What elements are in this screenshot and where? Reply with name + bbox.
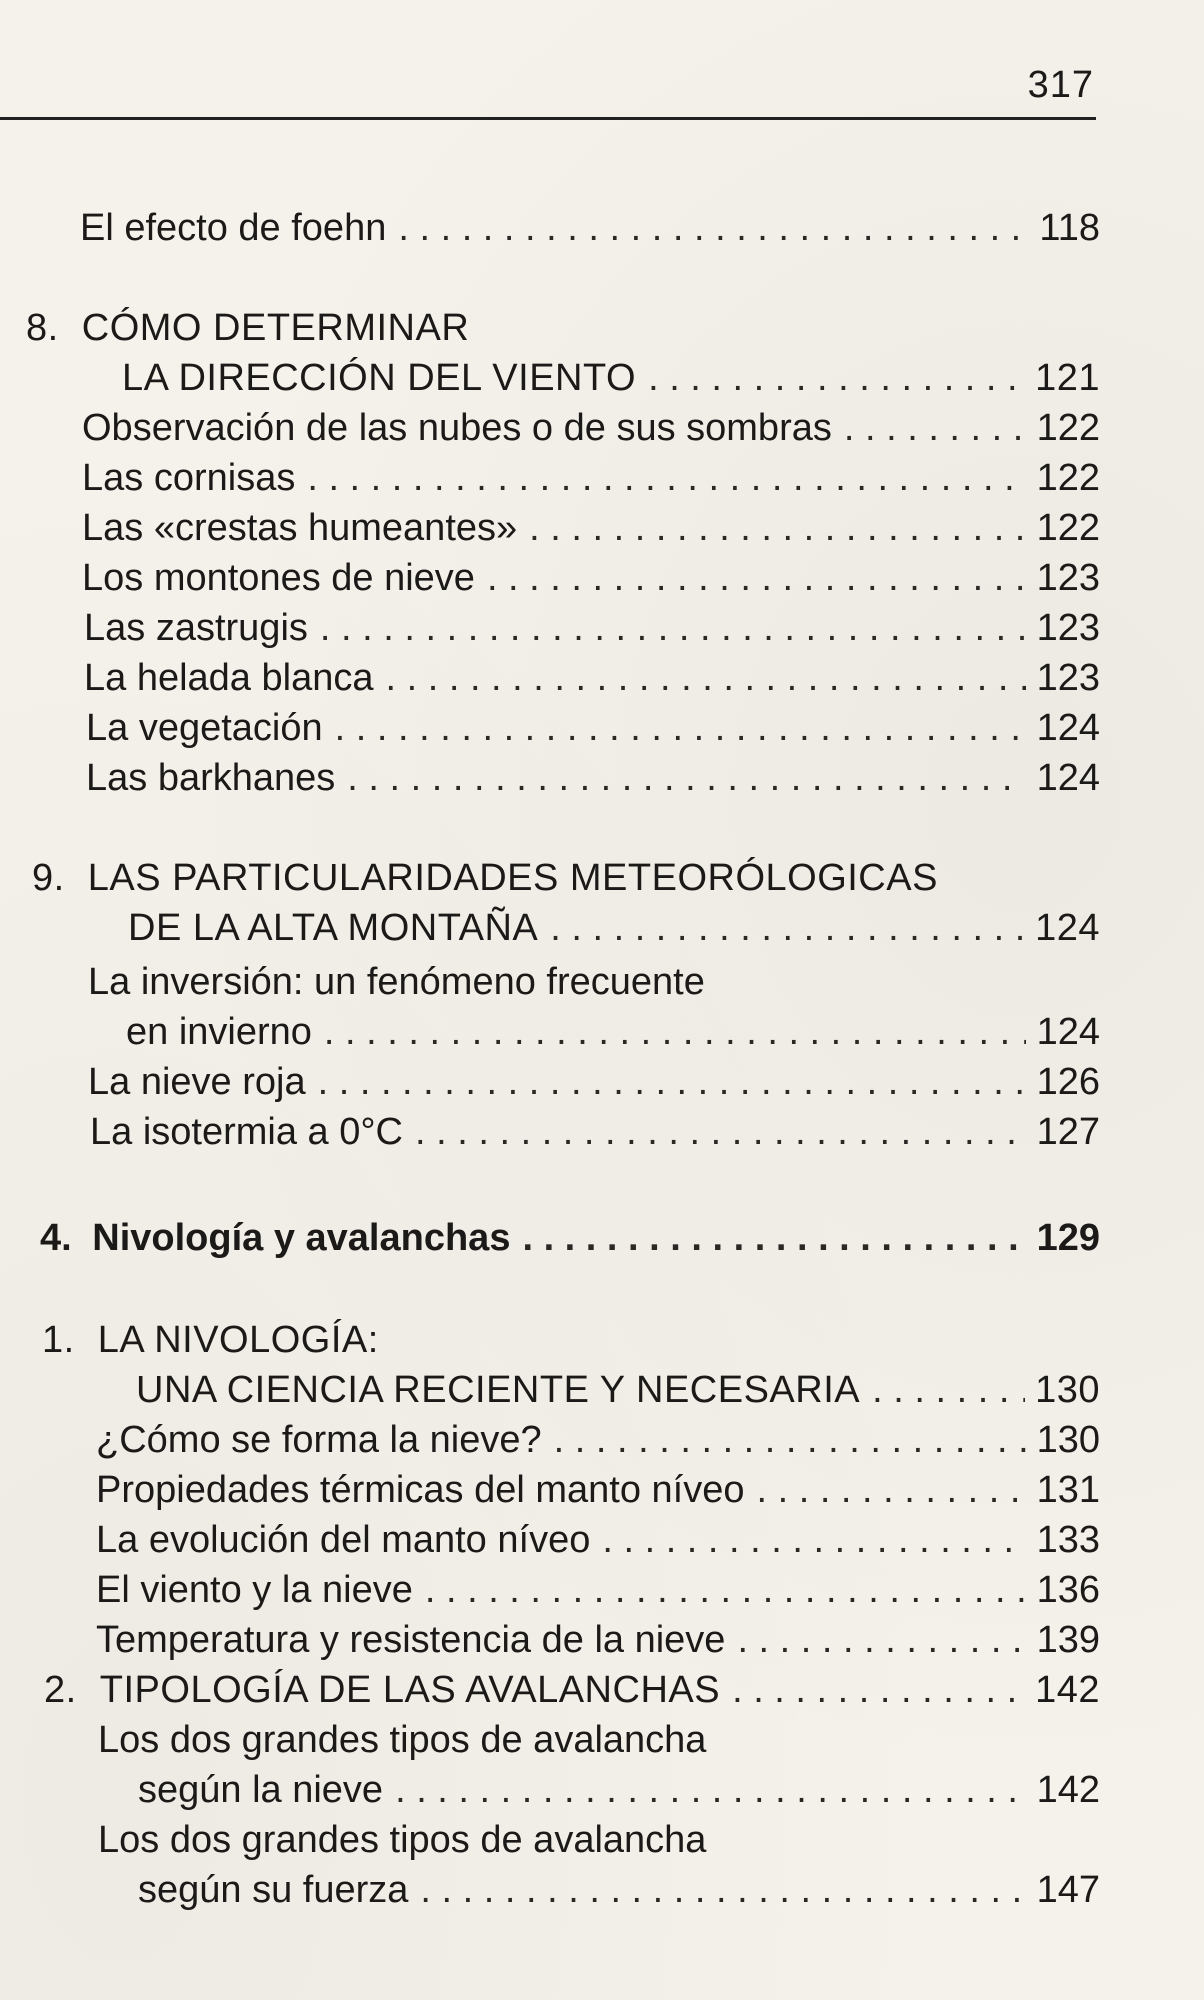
toc-entry-page: 142: [1035, 1669, 1100, 1711]
toc-entry: [0, 1108, 1100, 1156]
toc-entry: [0, 204, 1100, 252]
toc-entry: [0, 604, 1100, 652]
toc-entry: [0, 1058, 1100, 1106]
toc-entry-title: LA DIRECCIÓN DEL VIENTO: [122, 357, 637, 399]
toc-chapter-number: 4.: [40, 1217, 72, 1259]
toc-entry: [0, 1666, 1100, 1714]
toc-entry-page: 130: [1036, 1419, 1100, 1461]
toc-entry-title: La evolución del manto níveo: [96, 1519, 591, 1561]
toc-leader: [872, 1366, 1025, 1414]
toc-leader: [425, 1566, 1026, 1614]
toc-entry-title: Los montones de nieve: [82, 557, 475, 599]
toc-leader: [602, 1516, 1026, 1564]
toc-entry: [0, 554, 1100, 602]
toc-entry-title: Las cornisas: [82, 457, 296, 499]
toc-leader: [522, 1214, 1026, 1262]
toc-section-number: 9.: [32, 857, 65, 899]
toc-entry: [0, 1866, 1100, 1914]
toc-leader: [732, 1666, 1025, 1714]
toc-leader: [756, 1466, 1026, 1514]
toc-entry-page: 126: [1036, 1061, 1100, 1103]
toc-leader: [420, 1866, 1026, 1914]
toc-entry-page: 133: [1036, 1519, 1100, 1561]
toc-leader: [529, 504, 1026, 552]
toc-entry-page: 124: [1036, 707, 1100, 749]
toc-section-number: 8.: [26, 307, 59, 349]
toc-entry-title: según su fuerza: [138, 1869, 409, 1911]
toc-leader: [395, 1766, 1026, 1814]
toc-section-number: 2.: [44, 1669, 77, 1711]
toc-leader: [320, 604, 1026, 652]
toc-entry: [0, 1616, 1100, 1664]
toc-entry: [0, 504, 1100, 552]
toc-leader: [347, 754, 1026, 802]
toc-entry-title: Observación de las nubes o de sus sombras: [82, 407, 832, 449]
toc-leader: [554, 1416, 1026, 1464]
toc-entry-title: Temperatura y resistencia de la nieve: [96, 1619, 726, 1661]
toc-section-heading: [42, 1316, 379, 1364]
toc-entry-page: 123: [1036, 557, 1100, 599]
toc-leader: [487, 554, 1026, 602]
toc-section-heading: [26, 304, 469, 352]
toc-leader: [844, 404, 1026, 452]
toc-entry-page: 122: [1036, 407, 1100, 449]
toc-entry-page: 147: [1036, 1869, 1100, 1911]
toc-entry-title: DE LA ALTA MONTAÑA: [128, 907, 539, 949]
toc-entry-title: TIPOLOGÍA DE LAS AVALANCHAS: [99, 1669, 721, 1711]
toc-entry: [0, 1516, 1100, 1564]
toc-entry-title: La helada blanca: [84, 657, 374, 699]
toc-entry: [0, 1466, 1100, 1514]
toc-leader: [307, 454, 1026, 502]
toc-entry-title: La nieve roja: [88, 1061, 306, 1103]
toc-entry-page: 123: [1036, 657, 1100, 699]
toc-entry-page: 139: [1036, 1619, 1100, 1661]
toc-entry: [0, 1008, 1100, 1056]
toc-entry: [0, 754, 1100, 802]
toc-entry-title: Las «crestas humeantes»: [82, 507, 518, 549]
toc-chapter-entry: [0, 1214, 1100, 1262]
toc-leader: [737, 1616, 1026, 1664]
header-rule: [0, 117, 1096, 120]
toc-entry: [0, 454, 1100, 502]
toc-section-heading: [32, 854, 938, 902]
toc-entry-page: 127: [1036, 1111, 1100, 1153]
toc-entry-title: Las zastrugis: [84, 607, 308, 649]
toc-entry-title: Los dos grandes tipos de avalancha: [98, 1819, 707, 1861]
toc-entry-page: 142: [1036, 1769, 1100, 1811]
toc-entry-title: según la nieve: [138, 1769, 384, 1811]
toc-leader: [648, 354, 1025, 402]
toc-entry-title: El viento y la nieve: [96, 1569, 413, 1611]
toc-entry: [0, 404, 1100, 452]
toc-leader: [385, 654, 1026, 702]
toc-entry-title: La isotermia a 0°C: [90, 1111, 403, 1153]
toc-section-number: 1.: [42, 1319, 75, 1361]
toc-entry: [0, 354, 1100, 402]
toc-entry: [0, 1416, 1100, 1464]
toc-entry-page: 118: [1039, 207, 1100, 249]
toc-entry-page: 130: [1035, 1369, 1100, 1411]
toc-entry: [0, 654, 1100, 702]
toc-entry-title: LAS PARTICULARIDADES METEORÓLOGICAS: [87, 857, 938, 899]
toc-leader: [398, 204, 1026, 252]
toc-leader: [335, 704, 1026, 752]
toc-entry: [0, 704, 1100, 752]
toc-entry: [0, 904, 1100, 952]
toc-entry-title: Propiedades térmicas del manto níveo: [96, 1469, 745, 1511]
toc-entry-page: 124: [1036, 757, 1100, 799]
toc-entry-page: 129: [1036, 1217, 1100, 1259]
toc-leader: [318, 1058, 1026, 1106]
toc-entry-page: 121: [1035, 357, 1100, 399]
toc-entry-page: 124: [1035, 907, 1100, 949]
toc-entry-title: El efecto de foehn: [80, 207, 387, 249]
toc-entry-page: 122: [1036, 507, 1100, 549]
toc-entry: [0, 1766, 1100, 1814]
toc-leader: [415, 1108, 1026, 1156]
toc-entry: [0, 1566, 1100, 1614]
toc-leader: [550, 904, 1025, 952]
page-number: 317: [1027, 64, 1094, 106]
toc-entry: [0, 1366, 1100, 1414]
toc-entry-title: ¿Cómo se forma la nieve?: [96, 1419, 542, 1461]
toc-entry-title: Los dos grandes tipos de avalancha: [98, 1719, 707, 1761]
toc-entry-page: 123: [1036, 607, 1100, 649]
toc-entry-title: en invierno: [126, 1011, 312, 1053]
toc-entry-title: La inversión: un fenómeno frecuente: [88, 961, 705, 1003]
toc-entry-page: 124: [1036, 1011, 1100, 1053]
toc-entry-page: 131: [1036, 1469, 1100, 1511]
toc-entry-title: Nivología y avalanchas: [92, 1217, 511, 1259]
toc-entry-page: 136: [1036, 1569, 1100, 1611]
toc-leader: [324, 1008, 1026, 1056]
toc-entry-title: LA NIVOLOGÍA:: [97, 1319, 379, 1361]
toc-entry-title: Las barkhanes: [86, 757, 336, 799]
toc-entry-page: 122: [1036, 457, 1100, 499]
toc-entry-title: UNA CIENCIA RECIENTE Y NECESARIA: [136, 1369, 861, 1411]
toc-entry-title: CÓMO DETERMINAR: [81, 307, 470, 349]
toc-entry-title: La vegetación: [86, 707, 323, 749]
